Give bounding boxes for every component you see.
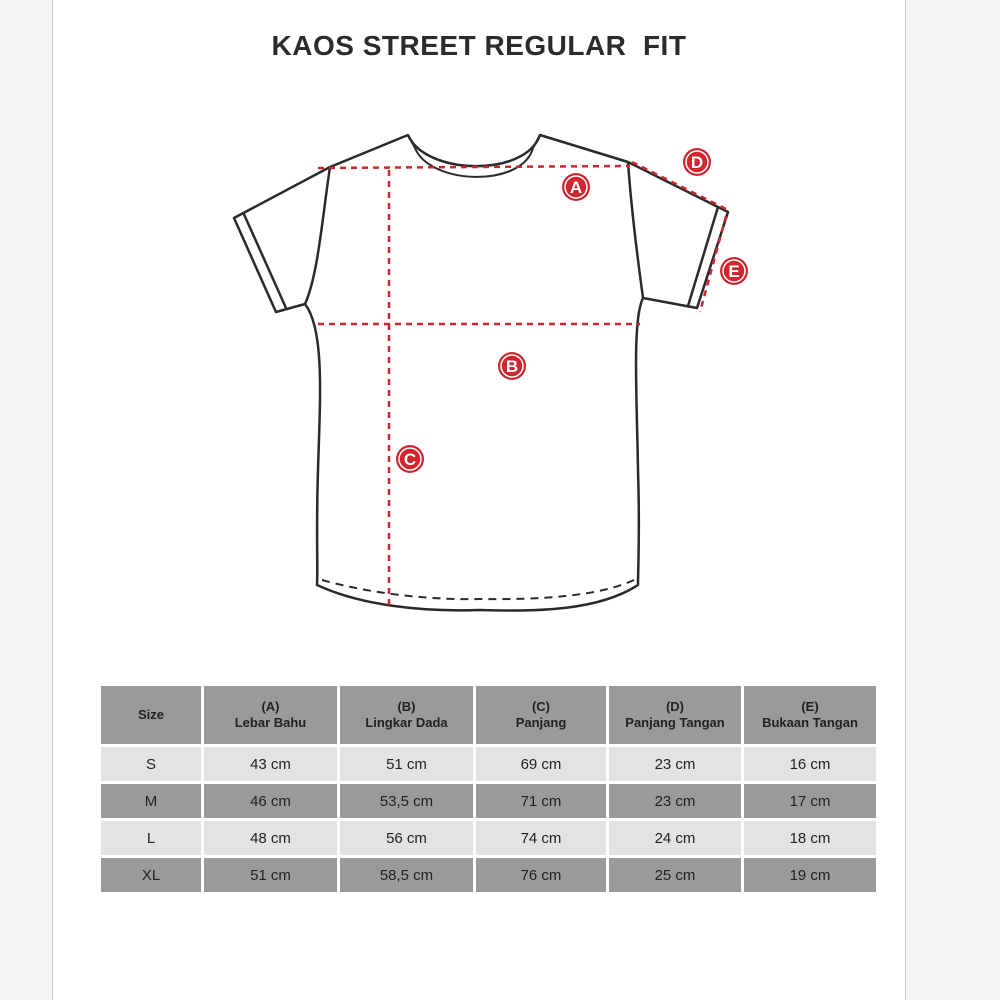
- cell-size: M: [101, 784, 201, 818]
- header-lingkar-dada: (B) Lingkar Dada: [340, 686, 473, 744]
- cell-size: XL: [101, 858, 201, 892]
- cell-panjang-tangan: 25 cm: [609, 858, 741, 892]
- svg-text:E: E: [728, 262, 740, 281]
- header-size: Size: [101, 686, 201, 744]
- cell-panjang-tangan: 24 cm: [609, 821, 741, 855]
- cell-lebar-bahu: 46 cm: [204, 784, 337, 818]
- cell-bukaan-tangan: 19 cm: [744, 858, 876, 892]
- cell-lebar-bahu: 51 cm: [204, 858, 337, 892]
- table-row: [101, 821, 876, 855]
- cell-lebar-bahu: 43 cm: [204, 747, 337, 781]
- marker-e: [720, 257, 748, 285]
- svg-text:C: C: [403, 450, 417, 469]
- marker-a: [562, 173, 590, 201]
- collar-trim: [408, 135, 540, 148]
- svg-text:A: A: [569, 178, 583, 197]
- cell-size: S: [101, 747, 201, 781]
- cell-lingkar-dada: 51 cm: [340, 747, 473, 781]
- table-row: [101, 858, 876, 892]
- cell-panjang: 76 cm: [476, 858, 606, 892]
- cell-bukaan-tangan: 16 cm: [744, 747, 876, 781]
- marker-d: [683, 148, 711, 176]
- marker-c: [396, 445, 424, 473]
- svg-text:B: B: [505, 357, 519, 376]
- cell-bukaan-tangan: 17 cm: [744, 784, 876, 818]
- cell-lebar-bahu: 48 cm: [204, 821, 337, 855]
- header-panjang-tangan: (D) Panjang Tangan: [609, 686, 741, 744]
- tshirt-outline: [234, 135, 728, 611]
- marker-b: [498, 352, 526, 380]
- cell-panjang: 71 cm: [476, 784, 606, 818]
- cell-panjang: 74 cm: [476, 821, 606, 855]
- header-panjang: (C) Panjang: [476, 686, 606, 744]
- table-row: [101, 747, 876, 781]
- table-row: [101, 784, 876, 818]
- header-lebar-bahu: (A) Lebar Bahu: [204, 686, 337, 744]
- size-table: [98, 683, 879, 895]
- cell-bukaan-tangan: 18 cm: [744, 821, 876, 855]
- cell-size: L: [101, 821, 201, 855]
- page-title: KAOS STREET REGULAR FIT: [271, 30, 687, 61]
- cell-lingkar-dada: 58,5 cm: [340, 858, 473, 892]
- table-header-row: [101, 686, 876, 744]
- cell-panjang-tangan: 23 cm: [609, 784, 741, 818]
- svg-text:D: D: [690, 153, 704, 172]
- header-bukaan-tangan: (E) Bukaan Tangan: [744, 686, 876, 744]
- cell-panjang: 69 cm: [476, 747, 606, 781]
- cell-panjang-tangan: 23 cm: [609, 747, 741, 781]
- cell-lingkar-dada: 56 cm: [340, 821, 473, 855]
- cell-lingkar-dada: 53,5 cm: [340, 784, 473, 818]
